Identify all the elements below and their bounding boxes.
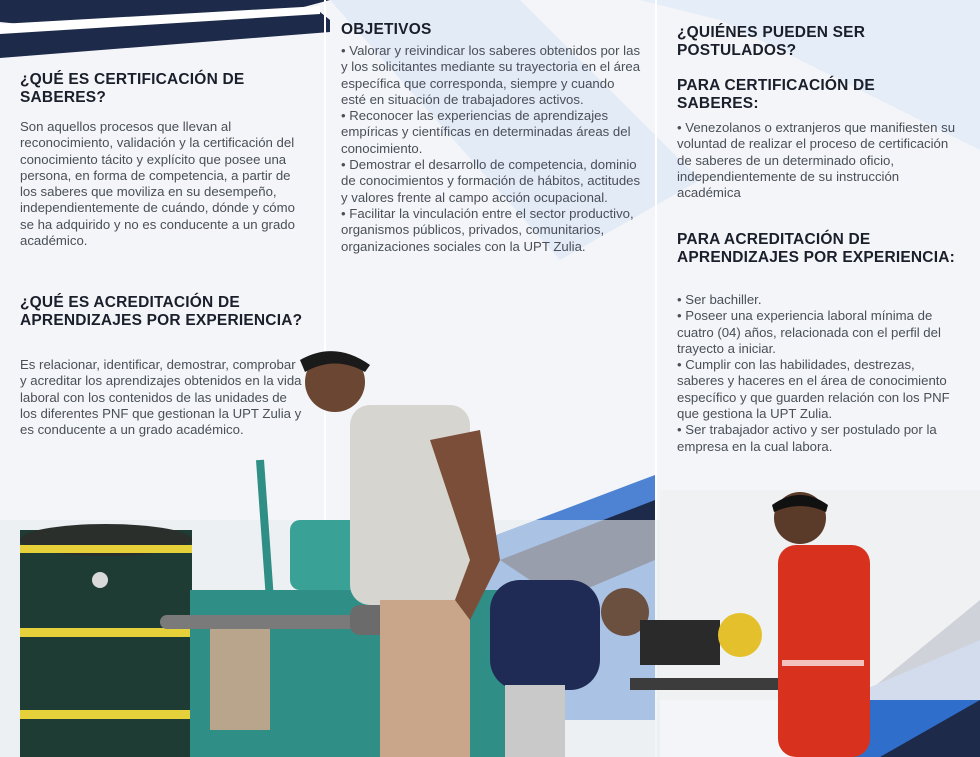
heading-quienes: ¿QUIÉNES PUEDEN SER POSTULADOS?	[677, 24, 866, 59]
text-acreditacion: Es relacionar, identificar, demostrar, comprobar y acreditar los aprendizajes obtenidos en la vida laboral con los contenidos de las unidades de los diferentes PNF que gestionan la UPT Zulia y es conducente a un grado académico.	[20, 357, 302, 438]
list-item: • Ser trabajador activo y ser postulado por la empresa en la cual labora.	[677, 422, 965, 455]
list-item: • Valorar y reivindicar los saberes obtenidos por las y los solicitantes mediante su trayectoria en el área específica que corresponda, siempre y cuando esté en situación de trabajadores activos.	[341, 43, 641, 108]
list-item: • Ser bachiller.	[677, 292, 965, 308]
text-certificacion: Son aquellos procesos que llevan al reconocimiento, validación y la certificación del conocimiento tácito y explícito que posee una persona, en forma de competencia, a partir de los saberes que moviliza en su desempeño, independientemente de cuándo, dónde y cómo se ha adquirido y no es conducente a un grado académico.	[20, 119, 295, 249]
list-item: • Venezolanos o extranjeros que manifiesten su voluntad de realizar el proceso de certificación de saberes de un determinado oficio, independientemente de su instrucción académica	[677, 120, 965, 201]
list-item: • Facilitar la vinculación entre el sector productivo, organismos públicos, privados, comunitarios, organizaciones sociales con la UPT Zulia.	[341, 206, 641, 255]
certificacion-list	[677, 120, 965, 201]
cutoff-saw	[640, 620, 720, 665]
heading-acreditacion: ¿QUÉ ES ACREDITACIÓN DE APRENDIZAJES POR EXPERIENCIA?	[20, 294, 303, 329]
heading-para-acreditacion: PARA ACREDITACIÓN DE APRENDIZAJES POR EXPERIENCIA:	[677, 231, 955, 266]
heading-para-certificacion: PARA CERTIFICACIÓN DE SABERES:	[677, 77, 875, 112]
list-item: • Cumplir con las habilidades, destrezas, saberes y haceres en el área de conocimiento específico y que guarden relación con los PNF que gestiona la UPT Zulia.	[677, 357, 965, 422]
worker-overall-3	[778, 545, 870, 757]
list-item: • Demostrar el desarrollo de competencia, dominio de conocimientos y formación de hábitos, actitudes y valores frente al campo acción ocupacional.	[341, 157, 641, 206]
list-item: • Reconocer las experiencias de aprendizajes empíricas y científicas en determinadas áreas del conocimiento.	[341, 108, 641, 157]
worker-shirt-2	[490, 580, 600, 690]
acreditacion-list	[677, 292, 965, 455]
barrel	[20, 530, 192, 757]
objetivos-list	[341, 43, 641, 255]
heading-certificacion: ¿QUÉ ES CERTIFICACIÓN DE SABERES?	[20, 71, 245, 106]
list-item: • Poseer una experiencia laboral mínima de cuatro (04) años, relacionada con el perfil del trayecto a iniciar.	[677, 308, 965, 357]
heading-objetivos: OBJETIVOS	[341, 21, 432, 38]
